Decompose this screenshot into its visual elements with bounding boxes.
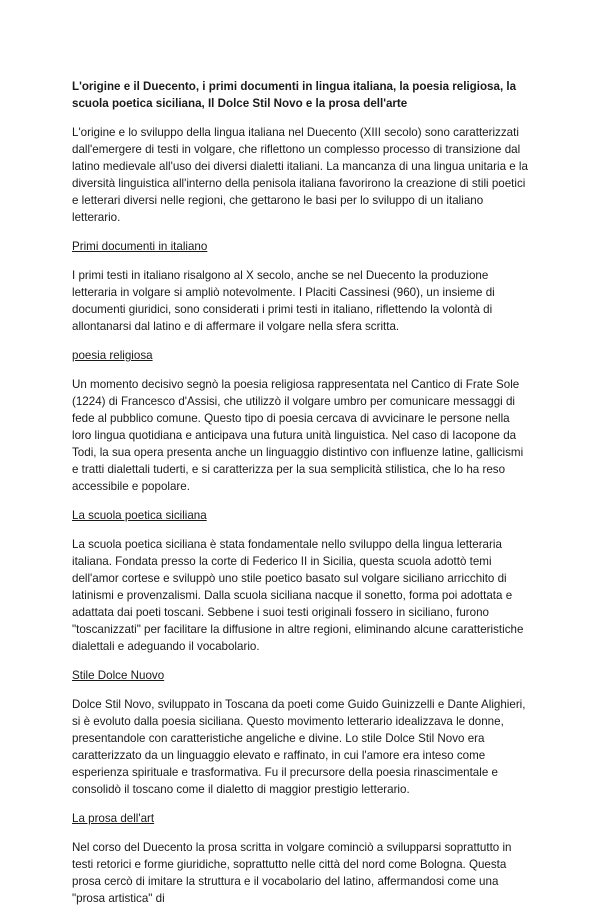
section-heading-poesia-religiosa: poesia religiosa — [72, 349, 153, 362]
section-heading-scuola-siciliana: La scuola poetica siciliana — [72, 509, 207, 522]
section-text-scuola-siciliana: La scuola poetica siciliana è stata fondamentale nello sviluppo della lingua letteraria italiana. Fondata presso la corte di Federico II in Sicilia, questa scuola adottò temi dell'amor cortese e sviluppò uno stile poetico basato sul volgare siciliano arricchito di latinismi e provenzalismi. Dalla scuola siciliana nacque il sonetto, forma poi adottata e adattata dai poeti toscani. Sebbene i suoi testi originali fossero in siciliano, furono "toscanizzati" per facilitare la diffusione in altre regioni, eliminando alcune caratteristiche dialettali e adeguando il vocabolario. — [72, 538, 524, 653]
section-heading-prosa-arte: La prosa dell'art — [72, 812, 155, 825]
section-text-poesia-religiosa: Un momento decisivo segnò la poesia religiosa rappresentata nel Cantico di Frate Sole (1224) di Francesco d'Assisi, che utilizzò il volgare umbro per comunicare messaggi di fede al pubblico comune. Questo tipo di poesia cercava di avvicinare le persone nella loro lingua quotidiana e anticipava una futura unità linguistica. Nel caso di Iacopone da Todi, la sua opera presenta anche un linguaggio distintivo con influenze latine, gallicismi e tratti dialettali tuderti, e si caratterizza per la sua semplicità stilistica, che lo ha reso accessibile e popolare. — [72, 378, 524, 493]
section-text-stil-novo: Dolce Stil Novo, sviluppato in Toscana da poeti come Guido Guinizzelli e Dante Alighieri, si è evoluto dalla poesia siciliana. Questo movimento letterario idealizzava le donne, presentandole con caratteristiche angeliche e divine. Lo stile Dolce Stil Novo era caratterizzato da un linguaggio elevato e raffinato, in cui l'amore era inteso come esperienza spirituale e trasformativa. Fu il precursore della poesia rinascimentale e consolidò il toscano come il dialetto di maggior prestigio letterario. — [72, 698, 526, 796]
section-heading-stil-novo: Stile Dolce Nuovo — [72, 669, 165, 682]
document-title: L'origine e il Duecento, i primi documenti in lingua italiana, la poesia religiosa, la scuola poetica siciliana, Il Dolce Stil Novo e la prosa dell'arte — [72, 80, 517, 110]
section-heading-primi-documenti: Primi documenti in italiano — [72, 240, 208, 253]
section-text-prosa-arte: Nel corso del Duecento la prosa scritta in volgare cominciò a svilupparsi soprattutto in testi retorici e forme giuridiche, soprattutto nelle città del nord come Bologna. Questa prosa cercò di imitare la struttura e il vocabolario del latino, affermandosi come una "prosa artistica" di — [72, 841, 512, 905]
document-page — [72, 78, 530, 919]
section-text-primi-documenti: I primi testi in italiano risalgono al X secolo, anche se nel Duecento la produzione letteraria in volgare si ampliò notevolmente. I Placiti Cassinesi (960), un insieme di documenti giuridici, sono considerati i primi testi in italiano, riflettendo la volontà di allontanarsi dal latino e di affermare il volgare nella sfera scritta. — [72, 269, 495, 333]
intro-paragraph: L'origine e lo sviluppo della lingua italiana nel Duecento (XIII secolo) sono caratterizzati dall'emergere di testi in volgare, che riflettono un complesso processo di transizione dal latino medievale all'uso dei diversi dialetti italiani. La mancanza di una lingua unitaria e la diversità linguistica all'interno della penisola italiana favorirono la creazione di stili poetici e letterari diversi nelle regioni, che gettarono le basi per lo sviluppo di un italiano letterario. — [72, 126, 528, 224]
